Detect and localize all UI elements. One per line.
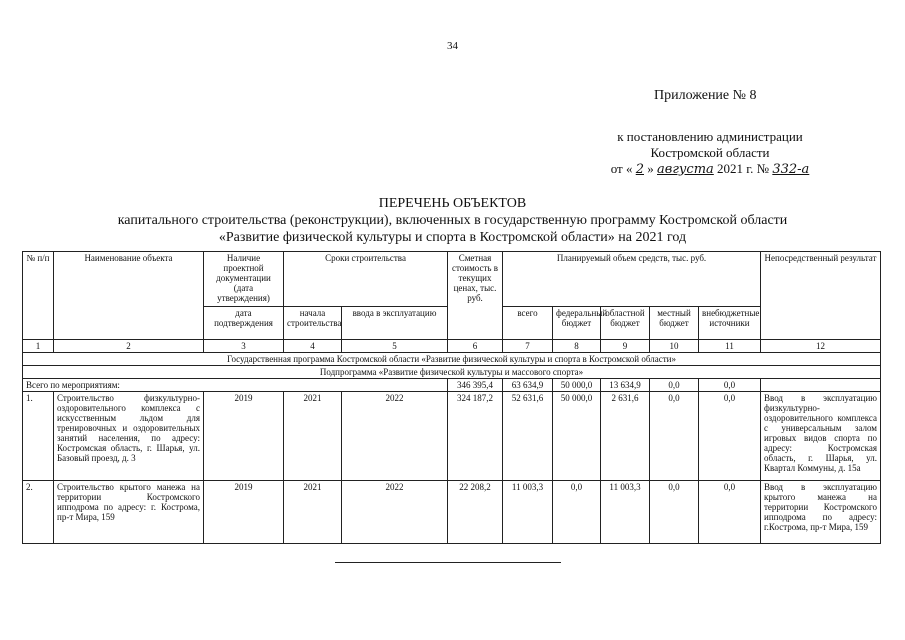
decree-day: 2 [635, 162, 644, 177]
header-other: внебюджетные источники [699, 307, 761, 340]
header-local: местный бюджет [650, 307, 699, 340]
row-num: 1. [23, 392, 54, 481]
row-local: 0,0 [650, 392, 699, 481]
page-number: 34 [447, 40, 458, 52]
header-terms: Сроки строительства [284, 252, 448, 307]
header-name: Наименование объекта [54, 252, 204, 340]
totals-local: 0,0 [650, 379, 699, 392]
col-number: 9 [601, 340, 650, 353]
header-cost: Сметная стоимость в текущих ценах, тыс. руб. [448, 252, 503, 340]
header-result: Непосредственный результат [761, 252, 881, 340]
totals-total: 63 634,9 [503, 379, 553, 392]
subprogram-row [23, 366, 881, 379]
decree-prefix: от « [610, 161, 633, 176]
totals-other: 0,0 [699, 379, 761, 392]
row-doc-date: 2019 [204, 481, 284, 544]
decree-year: 2021 г. № [717, 161, 770, 176]
col-number: 3 [204, 340, 284, 353]
document-subtitle-2: «Развитие физической культуры и спорта в Костромской области» на 2021 год [218, 230, 687, 245]
header-num: № п/п [23, 252, 54, 340]
header-docs: Наличие проектной документации (дата утверждения) [204, 252, 284, 307]
row-total: 52 631,6 [503, 392, 553, 481]
totals-regional: 13 634,9 [601, 379, 650, 392]
header-commission: ввода в эксплуатацию [342, 307, 448, 340]
objects-table [22, 251, 881, 544]
decree-date-line [560, 161, 860, 177]
col-number: 6 [448, 340, 503, 353]
row-other: 0,0 [699, 392, 761, 481]
col-number: 2 [54, 340, 204, 353]
decree-line-2: Костромской области [650, 145, 770, 160]
header-total: всего [503, 307, 553, 340]
row-start: 2021 [284, 481, 342, 544]
table-row [23, 481, 881, 544]
header-docs-date: дата подтверждения [204, 307, 284, 340]
row-other: 0,0 [699, 481, 761, 544]
subprogram-title: Подпрограмма «Развитие физической культуры и массового спорта» [23, 366, 881, 379]
row-object-name: Строительство физкультурно-оздоровительного комплекса с искусственным льдом для тренировочных и оздоровительных занятий населения, по адресу: Костромская область, г. Шарья, ул. Базовый проезд, д. 3 [54, 392, 204, 481]
decree-month: августа [657, 162, 714, 177]
program-row [23, 353, 881, 366]
col-number: 8 [553, 340, 601, 353]
header-row-1 [23, 252, 881, 307]
row-num: 2. [23, 481, 54, 544]
row-commission: 2022 [342, 481, 448, 544]
header-federal: федеральный бюджет [553, 307, 601, 340]
row-federal: 50 000,0 [553, 392, 601, 481]
header-regional: областной бюджет [601, 307, 650, 340]
decree-number: 332-а [772, 162, 810, 177]
row-start: 2021 [284, 392, 342, 481]
document-subtitle-1: капитального строительства (реконструкции), включенных в государственную программу Костромской области [117, 213, 788, 228]
table-row [23, 392, 881, 481]
totals-federal: 50 000,0 [553, 379, 601, 392]
row-doc-date: 2019 [204, 392, 284, 481]
header-start: начала строительства [284, 307, 342, 340]
col-number: 7 [503, 340, 553, 353]
row-commission: 2022 [342, 392, 448, 481]
col-number: 4 [284, 340, 342, 353]
col-number: 10 [650, 340, 699, 353]
row-local: 0,0 [650, 481, 699, 544]
document-title: ПЕРЕЧЕНЬ ОБЪЕКТОВ [378, 196, 527, 211]
header-planned: Планируемый объем средств, тыс. руб. [503, 252, 761, 307]
appendix-label: Приложение № 8 [654, 88, 757, 103]
row-result: Ввод в эксплуатацию крытого манежа на территории Костромского ипподрома по адресу: г.Кострома, пр-т Мира, 159 [761, 481, 881, 544]
program-title: Государственная программа Костромской области «Развитие физической культуры и спорта в Костромской области» [23, 353, 881, 366]
row-cost: 22 208,2 [448, 481, 503, 544]
row-result: Ввод в эксплуатацию физкультурно-оздоровительного комплекса с универсальным залом игровых видов спорта по адресу: Костромская область, г. Шарья, ул. Квартал Коммуны, д. 15а [761, 392, 881, 481]
row-regional: 2 631,6 [601, 392, 650, 481]
decree-mid: » [647, 161, 654, 176]
totals-row [23, 379, 881, 392]
row-total: 11 003,3 [503, 481, 553, 544]
row-regional: 11 003,3 [601, 481, 650, 544]
row-object-name: Строительство крытого манежа на территории Костромского ипподрома по адресу: г. Кострома, пр-т Мира, 159 [54, 481, 204, 544]
totals-cost: 346 395,4 [448, 379, 503, 392]
totals-result [761, 379, 881, 392]
col-number: 5 [342, 340, 448, 353]
col-number: 12 [761, 340, 881, 353]
decree-line-1: к постановлению администрации [617, 129, 803, 144]
row-federal: 0,0 [553, 481, 601, 544]
col-number: 11 [699, 340, 761, 353]
column-numbers-row [23, 340, 881, 353]
totals-label: Всего по мероприятиям: [23, 379, 448, 392]
row-cost: 324 187,2 [448, 392, 503, 481]
col-number: 1 [23, 340, 54, 353]
closing-divider [335, 562, 561, 563]
